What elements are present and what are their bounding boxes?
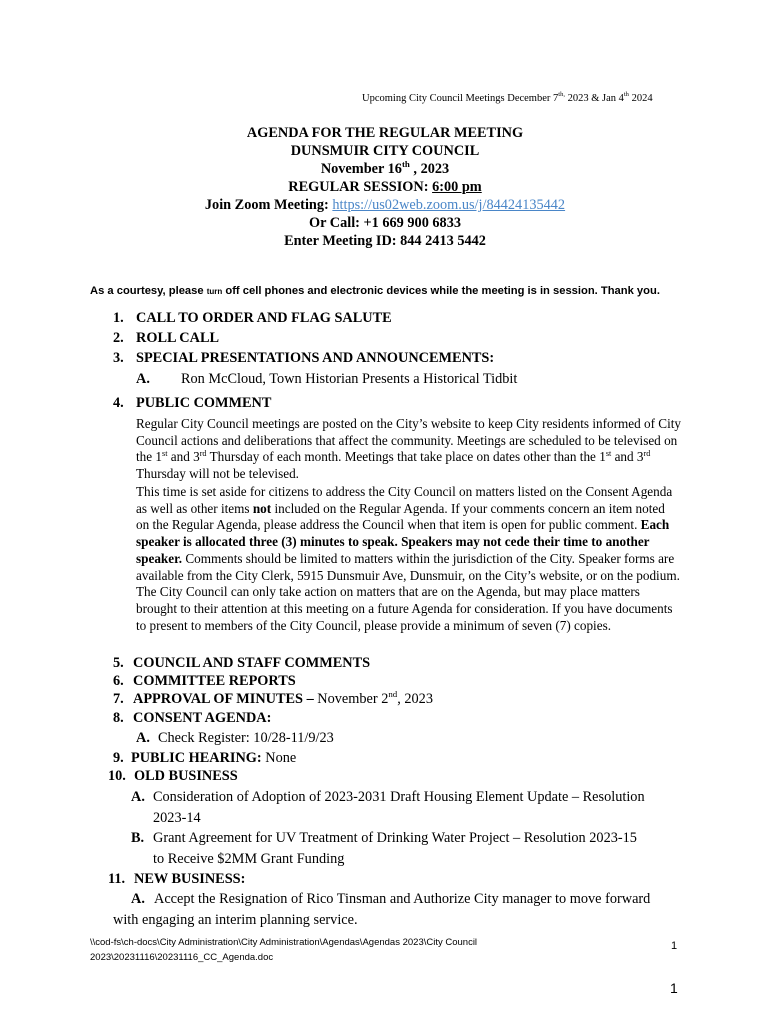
item-7-year: , 2023 — [397, 691, 433, 707]
public-comment-paragraph-1 — [136, 416, 681, 483]
item-6-label: COMMITTEE REPORTS — [133, 673, 296, 689]
p1-b: and 3 — [167, 449, 200, 465]
p1-sup-rd-1: rd — [199, 448, 207, 458]
item-1-number: 1. — [113, 310, 124, 326]
session-label: REGULAR SESSION: — [288, 179, 433, 195]
session-time: 6:00 pm — [432, 179, 482, 195]
item-11a-letter: A. — [131, 891, 145, 907]
item-10a-letter: A. — [131, 789, 145, 805]
p1-sup-st-1: st — [162, 448, 168, 458]
item-3-number: 3. — [113, 350, 124, 366]
item-9-line — [131, 750, 296, 767]
p1-e: Thursday will not be televised. — [136, 466, 299, 482]
footer-path-line-2: 2023\20231116\20231116_CC_Agenda.doc — [90, 952, 274, 963]
p1-sup-rd-2: rd — [643, 448, 651, 458]
courtesy-tiny: turn — [206, 287, 223, 296]
item-3a-letter: A. — [136, 371, 150, 387]
p1-d: and 3 — [611, 449, 644, 465]
date-prefix: November 16 — [320, 161, 402, 177]
date-suffix: , 2023 — [409, 161, 450, 177]
item-5-number: 5. — [113, 655, 124, 671]
call-line: Or Call: +1 669 900 6833 — [308, 215, 462, 231]
upcoming-sup2: th — [623, 91, 629, 99]
item-10-label: OLD BUSINESS — [134, 768, 238, 784]
item-11a-line2: with engaging an interim planning service. — [113, 912, 358, 928]
item-7-label: APPROVAL OF MINUTES – — [133, 691, 314, 707]
item-9-label: PUBLIC HEARING: — [131, 750, 262, 766]
item-7-number: 7. — [113, 691, 124, 707]
upcoming-suffix: 2024 — [628, 93, 653, 104]
agenda-header — [0, 124, 770, 250]
item-7-line — [133, 688, 433, 708]
item-4-label: PUBLIC COMMENT — [136, 395, 272, 411]
date-sup: th — [401, 158, 410, 169]
item-3a-text: Ron McCloud, Town Historian Presents a Historical Tidbit — [181, 371, 518, 387]
zoom-link[interactable]: https://us02web.zoom.us/j/84424135442 — [332, 197, 566, 213]
public-comment-paragraph-2 — [136, 484, 681, 634]
footer-page-number: 1 — [671, 940, 678, 952]
item-11-number: 11. — [108, 871, 126, 887]
item-8-label: CONSENT AGENDA: — [133, 710, 272, 726]
upcoming-meetings-note — [362, 93, 653, 104]
item-7-date: November 2 — [313, 691, 389, 707]
p2-c: Comments should be limited to matters within the jurisdiction of the City. Speaker forms are available from the City Clerk, 5915 Dunsmuir Ave, Dunsmuir, on the City’s website, or on the podium. The City Council can only take action on matters that are on the Agenda, but may place matters brought to their attention at this meeting on a future Agenda for consideration. If you have documents to present to members of the City Council, please provide a minimum of seven (7) copies. — [136, 550, 680, 633]
p1-sup-st-2: st — [605, 448, 612, 458]
footer-path-line-1: \\cod-fs\ch-docs\City Administration\City Administration\Agendas\Agendas 2023\City Council — [90, 937, 478, 948]
courtesy-part1: As a courtesy, please — [90, 285, 207, 297]
item-3-label: SPECIAL PRESENTATIONS AND ANNOUNCEMENTS: — [136, 350, 495, 366]
upcoming-mid: 2023 & Jan 4 — [564, 93, 624, 104]
zoom-label: Join Zoom Meeting: — [204, 197, 333, 213]
p1-a: Regular City Council meetings are posted on the City’s website to keep City residents informed of City Council actions and deliberations that affect the community. Meetings are scheduled to be televised on the 1 — [136, 416, 681, 465]
item-10b-letter: B. — [131, 830, 145, 846]
item-8-number: 8. — [113, 710, 124, 726]
upcoming-sup1: th, — [558, 91, 565, 99]
bottom-page-number: 1 — [670, 980, 678, 996]
item-10b-line1: Grant Agreement for UV Treatment of Drinking Water Project – Resolution 2023-15 — [153, 830, 637, 846]
item-4-number: 4. — [113, 395, 124, 411]
item-7-sup: nd — [388, 688, 398, 699]
item-8a-letter: A. — [136, 730, 150, 746]
item-6-number: 6. — [113, 673, 124, 689]
p1-c: Thursday of each month. Meetings that take place on dates other than the 1 — [206, 449, 606, 465]
item-10a-line1: Consideration of Adoption of 2023-2031 Draft Housing Element Update – Resolution — [153, 789, 645, 805]
item-11a-line1: Accept the Resignation of Rico Tinsman and Authorize City manager to move forward — [154, 891, 651, 907]
item-10-number: 10. — [108, 768, 126, 784]
upcoming-prefix: Upcoming City Council Meetings December 7 — [362, 93, 559, 104]
p2-b: included on the Regular Agenda. If your comments concern an item noted on the Regular Agenda, please address the Council when that item is open for public comment. — [136, 500, 665, 533]
item-9-number: 9. — [113, 750, 124, 766]
meeting-date — [0, 160, 770, 178]
item-2-label: ROLL CALL — [136, 330, 220, 346]
item-10b-line2: to Receive $2MM Grant Funding — [153, 851, 345, 867]
regular-session — [0, 178, 770, 196]
agenda-title: AGENDA FOR THE REGULAR MEETING — [246, 125, 524, 141]
item-8a-text: Check Register: 10/28-11/9/23 — [158, 730, 334, 746]
p2-a: This time is set aside for citizens to address the City Council on matters listed on the Consent Agenda as well as other items — [136, 484, 673, 516]
courtesy-notice — [90, 285, 660, 297]
p2-bold: Each speaker is allocated three (3) minutes to speak. Speakers may not cede their time to another speaker. — [136, 517, 670, 566]
council-name: DUNSMUIR CITY COUNCIL — [290, 143, 480, 159]
item-10a-line2: 2023-14 — [153, 810, 201, 826]
item-5-label: COUNCIL AND STAFF COMMENTS — [133, 655, 371, 671]
courtesy-part2: off cell phones and electronic devices while the meeting is in session. Thank you. — [222, 285, 660, 297]
item-1-label: CALL TO ORDER AND FLAG SALUTE — [136, 310, 392, 326]
meeting-id-line: Enter Meeting ID: 844 2413 5442 — [284, 233, 486, 249]
item-2-number: 2. — [113, 330, 124, 346]
item-11-label: NEW BUSINESS: — [134, 871, 246, 887]
zoom-line — [0, 196, 770, 214]
item-9-text: None — [261, 750, 297, 766]
p2-not: not — [252, 500, 272, 516]
